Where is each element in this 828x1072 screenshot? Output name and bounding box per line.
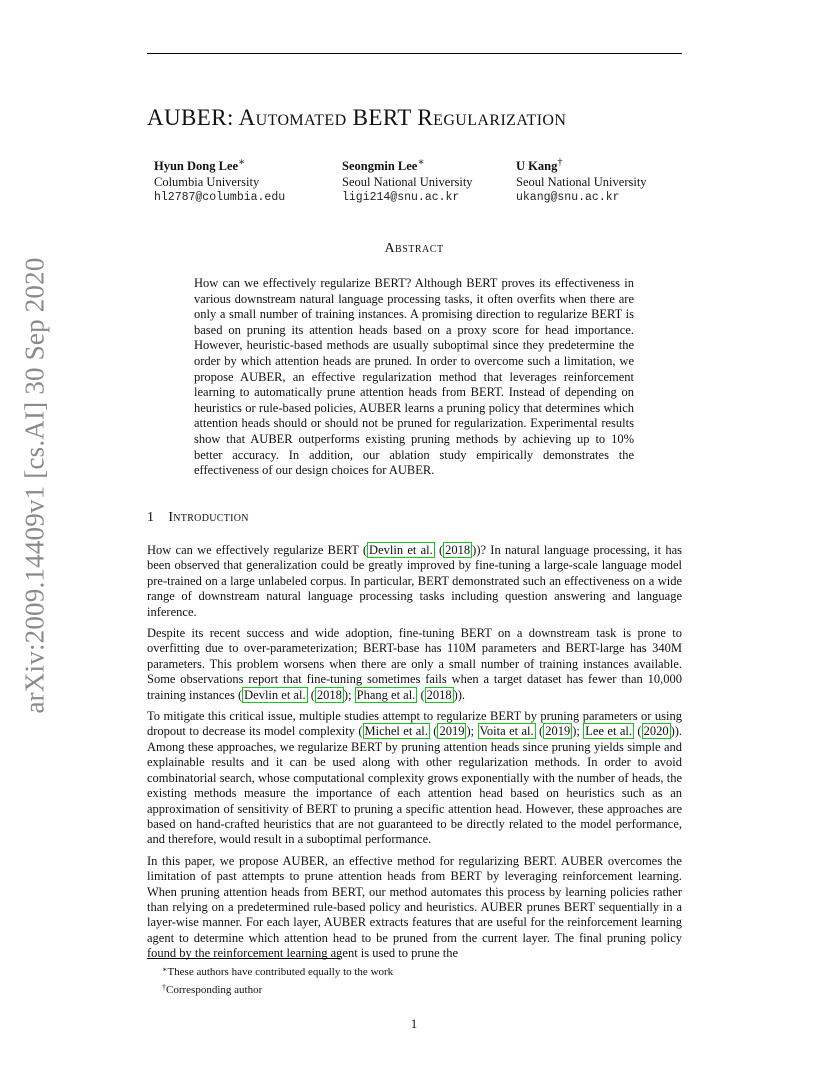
author-name: Hyun Dong Lee: [154, 159, 239, 174]
paper-title: AUBER: Automated BERT Regularization: [147, 105, 567, 130]
section-body: [147, 543, 682, 968]
citation-link[interactable]: Lee et al.: [585, 724, 632, 739]
text-run: (: [429, 724, 438, 739]
footnote-rule: [147, 958, 340, 959]
page-number: 1: [410, 1016, 418, 1031]
arxiv-identifier-text: arXiv:2009.14409v1 [cs.AI] 30 Sep 2020: [19, 256, 50, 714]
text-run: );: [466, 724, 478, 739]
citation-link[interactable]: Michel et al.: [364, 724, 428, 739]
author-affiliation: Seoul National University: [516, 175, 647, 190]
text-run: (: [434, 543, 444, 557]
section-number: 1: [147, 510, 155, 525]
author-mark: ∗: [238, 157, 246, 168]
text-run: How can we effectively regularize BERT (: [147, 543, 368, 557]
author-block: [0, 155, 828, 205]
footnote-2: [162, 980, 393, 998]
abstract-heading: Abstract: [384, 241, 444, 256]
footnote-text: These authors have contributed equally to the work: [167, 966, 394, 978]
citation-link[interactable]: 2019: [439, 724, 465, 739]
author-email[interactable]: ligi214@snu.ac.kr: [342, 191, 460, 205]
author-name: Seongmin Lee: [342, 159, 418, 174]
author-email[interactable]: ukang@snu.ac.kr: [516, 191, 620, 205]
author-name: U Kang: [516, 159, 558, 174]
author-email[interactable]: hl2787@columbia.edu: [154, 191, 286, 205]
text-run: Despite its recent success and wide adoption, fine-tuning BERT on a downstream task is prone to overfitting due to over-parameterization; BERT-base has 110M parameters and BERT-large has 340M parameters. This problem worsens when there are only a small number of training instances available. Some observations report that fine-tuning sometimes fails when a target dataset has fewer than 10,000 training instances (: [147, 626, 682, 702]
author-2: [342, 155, 473, 206]
text-run: )).: [453, 687, 466, 702]
citation-link[interactable]: Devlin et al.: [244, 687, 306, 702]
author-1: [154, 155, 285, 206]
footnote-1: [162, 962, 393, 980]
text-run: To mitigate this critical issue, multiple studies attempt to regularize BERT by pruning parameters or using dropout to decrease its model complexity (: [147, 709, 682, 739]
author-mark: †: [557, 157, 563, 168]
footnote-text: Corresponding author: [166, 984, 263, 996]
text-run: (: [634, 724, 642, 739]
text-run: ))? In natural language processing, it has been observed that generalization could be greatly improved by fine-tuning a large-scale language model pre-trained on a large unlabeled corpus. In particular, BERT demonstrated such an effectiveness on a wide range of downstream natural language processing tasks including question answering and language inference.: [147, 543, 682, 619]
author-3: [516, 155, 647, 206]
citation-link[interactable]: 2018: [316, 687, 342, 702]
footnote-mark: †: [162, 983, 166, 992]
footnote-mark: ∗: [162, 965, 168, 974]
abstract-text: How can we effectively regularize BERT? Although BERT proves its effectiveness in various downstream natural language processing tasks, it often overfits when there are only a small number of training instances. A promising direction to regularize BERT is based on pruning its attention heads based on a proxy score for head importance. However, heuristic-based methods are usually suboptimal since they predetermine the order by which attention heads are pruned. In order to overcome such a limitation, we propose AUBER, an effective regularization method that leverages reinforcement learning to automatically prune attention heads from BERT. Instead of depending on heuristics or rule-based policies, AUBER learns a pruning policy that determines which attention heads should or should not be pruned for regularization. Experimental results show that AUBER outperforms existing pruning methods by achieving up to 10% better accuracy. In addition, our ablation study empirically demonstrates the effectiveness of our design choices for AUBER.: [194, 276, 634, 478]
citation-link[interactable]: 2018: [426, 687, 452, 702]
citation-link[interactable]: 2018: [445, 543, 471, 557]
paragraph-4: In this paper, we propose AUBER, an effective method for regularizing BERT. AUBER overcomes the limitation of past attempts to prune attention heads from BERT by leveraging reinforcement learning. When pruning attention heads from BERT, our method automates this process by learning policies rather than relying on a predetermined rule-based policy and heuristics. AUBER prunes BERT sequentially in a layer-wise manner. For each layer, AUBER extracts features that are useful for the reinforcement learning agent to determine which attention head to be pruned from the current layer. The final pruning policy found by the reinforcement learning agent is used to prune the: [147, 853, 682, 961]
citation-link[interactable]: 2019: [545, 724, 571, 739]
section-heading: [147, 510, 249, 526]
paragraph-1: [147, 543, 682, 620]
section-title: Introduction: [168, 510, 249, 525]
citation-link[interactable]: Devlin et al.: [369, 543, 433, 557]
citation-link[interactable]: Phang et al.: [356, 687, 416, 702]
text-run: (: [307, 687, 315, 702]
citation-link[interactable]: Voita et al.: [479, 724, 534, 739]
text-run: );: [343, 687, 355, 702]
arxiv-identifier: [5, 256, 65, 714]
footnotes: [162, 962, 393, 998]
author-affiliation: Seoul National University: [342, 175, 473, 190]
paragraph-2: [147, 626, 682, 703]
top-rule: [147, 53, 682, 54]
text-run: (: [417, 687, 425, 702]
text-run: (: [535, 724, 544, 739]
author-affiliation: Columbia University: [154, 175, 260, 190]
text-run: )). Among these approaches, we regularize BERT by pruning attention heads since pruning yields simple and explainable results and it can be used along with other regularization methods. In order to avoid combinatorial search, whose computational complexity grows exponentially with the number of heads, the existing methods measure the importance of each attention head based on heuristics such as an approximation of sensitivity of BERT to pruning a specific attention head. However, these approaches are based on hand-crafted heuristics that are not guaranteed to be directly related to the model performance, and therefore, would result in a suboptimal performance.: [147, 724, 683, 847]
author-mark: ∗: [417, 157, 425, 168]
citation-link[interactable]: 2020: [643, 724, 669, 739]
text-run: );: [572, 724, 584, 739]
paragraph-3: [147, 709, 682, 848]
